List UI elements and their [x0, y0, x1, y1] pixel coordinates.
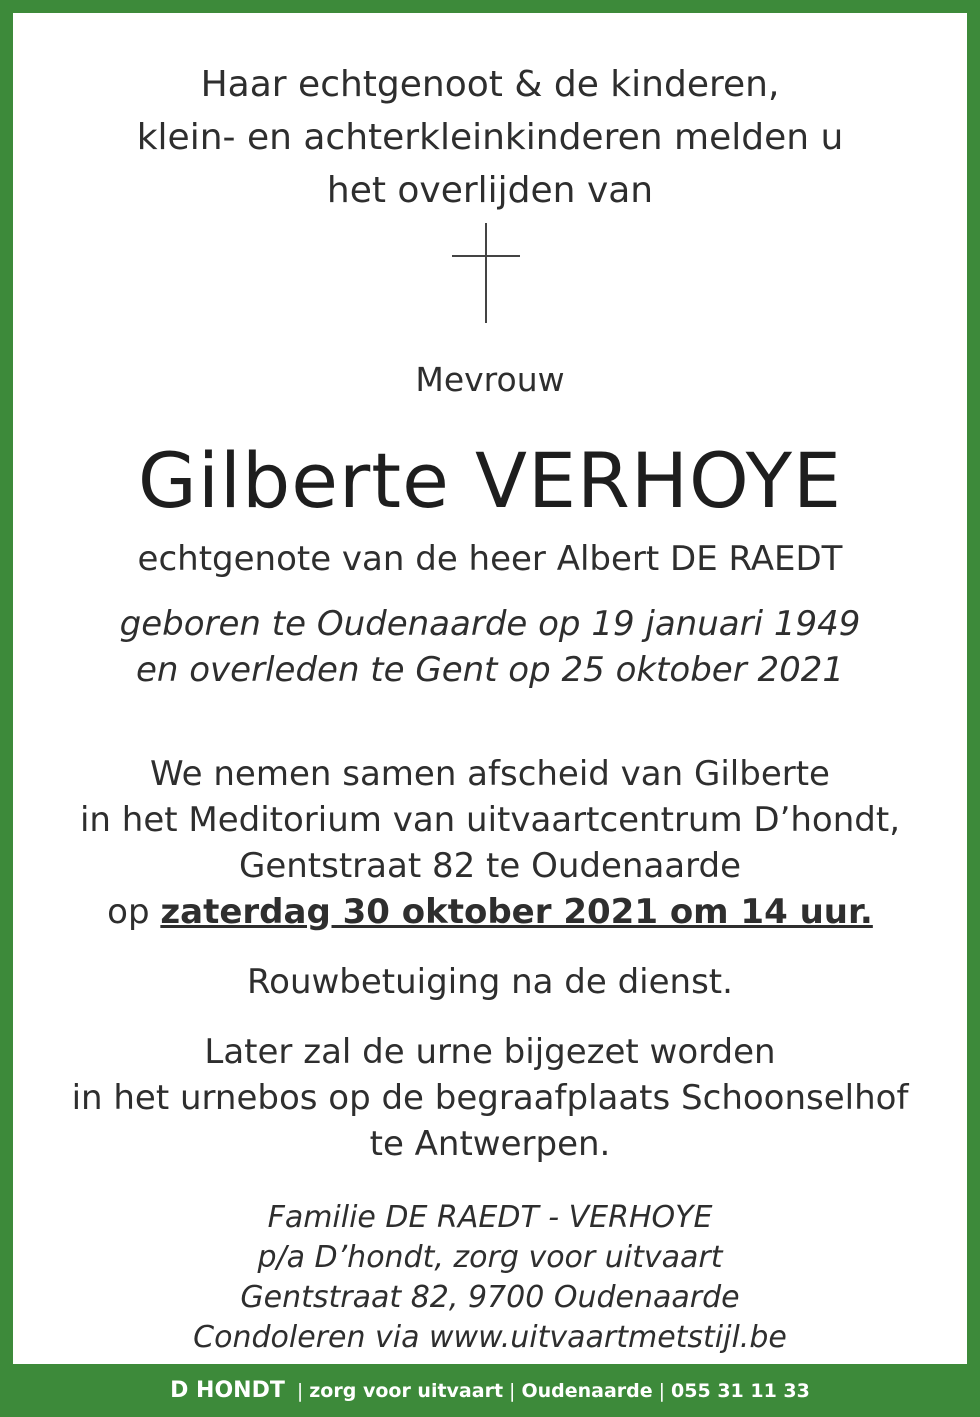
birth-line: geboren te Oudenaarde op 19 januari 1949	[119, 604, 861, 644]
family-line: Familie DE RAEDT - VERHOYE	[267, 1200, 713, 1235]
footer-separator: |	[296, 1379, 304, 1402]
footer-tagline: zorg voor uitvaart	[309, 1379, 504, 1402]
ceremony-date-prefix: op	[107, 892, 161, 932]
family-line: p/a D’hondt, zorg voor uitvaart	[257, 1240, 723, 1275]
family-line: Condoleren via www.uitvaartmetstijl.be	[193, 1320, 787, 1355]
deceased-name: Gilberte VERHOYE	[137, 436, 843, 525]
footer-location: Oudenaarde	[521, 1379, 653, 1402]
cross-icon	[452, 223, 520, 323]
urn-line: Later zal de urne bijgezet worden	[204, 1032, 776, 1072]
ceremony-date: zaterdag 30 oktober 2021 om 14 uur.	[160, 892, 873, 932]
honorific: Mevrouw	[415, 360, 565, 399]
ceremony-date-line	[13, 889, 967, 935]
footer-separator: |	[509, 1379, 516, 1402]
intro-line: Haar echtgenoot & de kinderen,	[200, 64, 780, 105]
ceremony-line: in het Meditorium van uitvaartcentrum D’hondt,	[79, 800, 901, 840]
footer-phone: 055 31 11 33	[671, 1379, 810, 1402]
ceremony-info	[13, 751, 967, 935]
death-line: en overleden te Gent op 25 oktober 2021	[135, 650, 845, 690]
condolence-note: Rouwbetuiging na de dienst.	[247, 962, 733, 1002]
ceremony-line: Gentstraat 82 te Oudenaarde	[238, 846, 741, 886]
family-line: Gentstraat 82, 9700 Oudenaarde	[240, 1280, 740, 1315]
intro-line: het overlijden van	[326, 170, 654, 211]
family-contact	[13, 1198, 967, 1358]
urn-info	[13, 1029, 967, 1167]
spouse-line: echtgenote van de heer Albert DE RAEDT	[137, 539, 843, 579]
intro-line: klein- en achterkleinkinderen melden u	[136, 117, 844, 158]
footer-separator: |	[658, 1379, 666, 1402]
funeral-home-logo: D HONDT	[170, 1378, 285, 1403]
footer-bar	[0, 1364, 980, 1417]
urn-line: in het urnebos op de begraafplaats Schoonselhof	[71, 1078, 909, 1118]
ceremony-line: We nemen samen afscheid van Gilberte	[150, 754, 830, 794]
birth-death-dates	[13, 601, 967, 693]
death-notice-card	[13, 13, 967, 1364]
intro-text	[13, 58, 967, 217]
urn-line: te Antwerpen.	[369, 1124, 611, 1164]
